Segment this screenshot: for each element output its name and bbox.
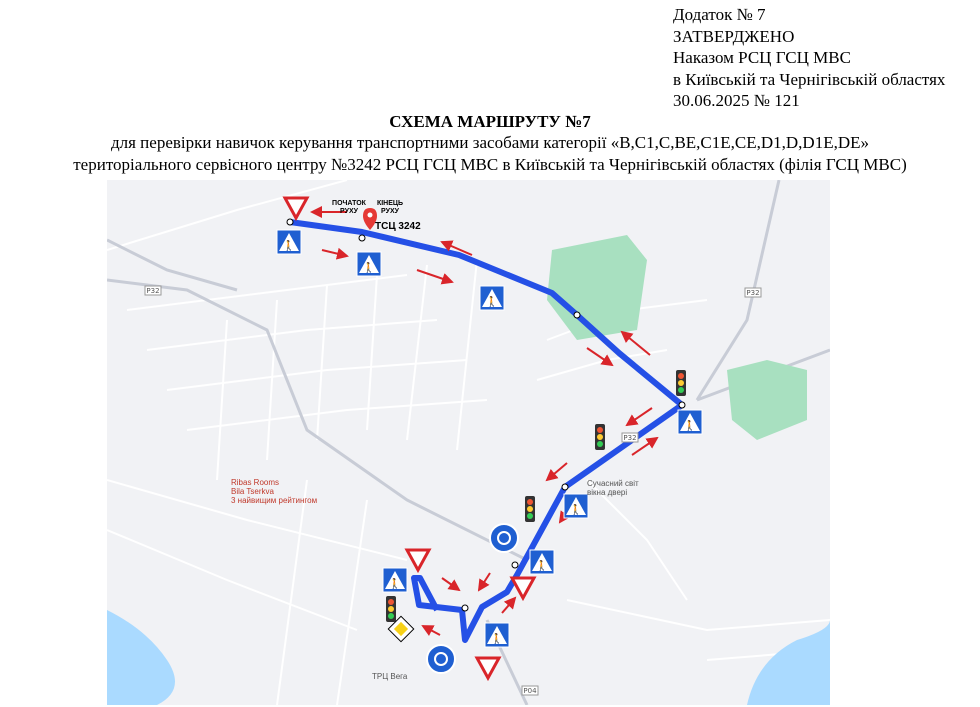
give-way-sign	[477, 658, 499, 678]
pedestrian-crossing-sign	[530, 550, 554, 574]
approval-line: в Київській та Чернігівській областях	[673, 69, 946, 89]
give-way-sign	[512, 578, 534, 598]
roundabout-signs	[427, 524, 518, 673]
route-map	[107, 180, 830, 705]
approval-block	[673, 4, 945, 112]
road-shield-label: Р32	[746, 289, 760, 297]
subtitle-line-2: територіального сервісного центру №3242 РСЦ ГСЦ МВС в Київській та Чернігівській областях (філія ГСЦ МВС)	[73, 155, 907, 174]
svg-text:🚶: 🚶	[282, 241, 296, 252]
route-node	[679, 402, 685, 408]
direction-arrow	[622, 332, 650, 355]
roundabout-sign	[490, 524, 518, 552]
end-label: КІНЕЦЬ РУХУ	[376, 200, 404, 215]
approval-line: 30.06.2025 № 121	[673, 91, 800, 110]
tsc-label: ТСЦ 3242	[375, 221, 421, 232]
pedestrian-crossing-sign	[678, 410, 702, 434]
poi-label: ТРЦ Вега	[372, 672, 408, 681]
approval-line: ЗАТВЕРДЖЕНО	[673, 26, 795, 46]
traffic-light	[595, 424, 605, 450]
traffic-light	[676, 370, 686, 396]
poi-label: Сучасний світ вікна двері	[587, 479, 639, 497]
start-label: ПОЧАТОК РУХУ	[332, 200, 366, 215]
pedestrian-crossing-sign	[383, 568, 407, 592]
traffic-light	[525, 496, 535, 522]
direction-arrow	[502, 598, 515, 613]
direction-arrow	[417, 270, 452, 282]
give-way-sign	[407, 550, 429, 570]
water-area	[747, 620, 830, 705]
direction-arrow	[423, 626, 440, 635]
end-point	[359, 235, 365, 241]
svg-text:🚶: 🚶	[362, 263, 376, 274]
water-area	[107, 610, 175, 705]
pedestrian-crossing-sign	[357, 252, 381, 276]
direction-arrow	[547, 463, 567, 480]
pedestrian-crossing-sign	[564, 494, 588, 518]
route-node	[462, 605, 468, 611]
park-area	[547, 235, 647, 340]
svg-text:🚶: 🚶	[535, 561, 549, 572]
map-canvas	[107, 180, 830, 705]
svg-text:🚶: 🚶	[485, 297, 499, 308]
approval-line: Додаток № 7	[673, 5, 766, 24]
give-way-sign	[285, 198, 307, 218]
route-node	[512, 562, 518, 568]
svg-text:🚶: 🚶	[490, 634, 504, 645]
subtitle-line-1: для перевірки навичок керування транспортними засобами категорії «B,C1,C,BE,C1E,CE,D1,D,D1E,DE»	[110, 133, 870, 152]
direction-arrow	[479, 573, 490, 590]
park-area	[727, 360, 807, 440]
traffic-light	[386, 596, 396, 622]
approval-line: Наказом РСЦ ГСЦ МВС	[673, 48, 851, 67]
route-node	[562, 484, 568, 490]
svg-text:🚶: 🚶	[388, 579, 402, 590]
road-shield-label: Р32	[623, 434, 637, 442]
direction-arrow	[627, 408, 652, 425]
svg-text:🚶: 🚶	[569, 505, 583, 516]
traffic-lights	[386, 370, 686, 622]
poi-label: Ribas Rooms Bila Tserkva 3 найвищим рейтингом	[231, 478, 318, 505]
pedestrian-crossing-sign	[277, 230, 301, 254]
direction-arrow	[442, 578, 459, 590]
road-shield-label: Р04	[523, 687, 537, 695]
svg-text:🚶: 🚶	[683, 421, 697, 432]
pedestrian-crossing-sign	[480, 286, 504, 310]
route-node	[574, 312, 580, 318]
road-shield-label: Р32	[146, 287, 160, 295]
page-title: СХЕМА МАРШРУТУ №7	[389, 112, 591, 131]
roundabout-sign	[427, 645, 455, 673]
start-point	[287, 219, 293, 225]
direction-arrow	[322, 250, 347, 256]
pedestrian-crossing-sign	[485, 623, 509, 647]
